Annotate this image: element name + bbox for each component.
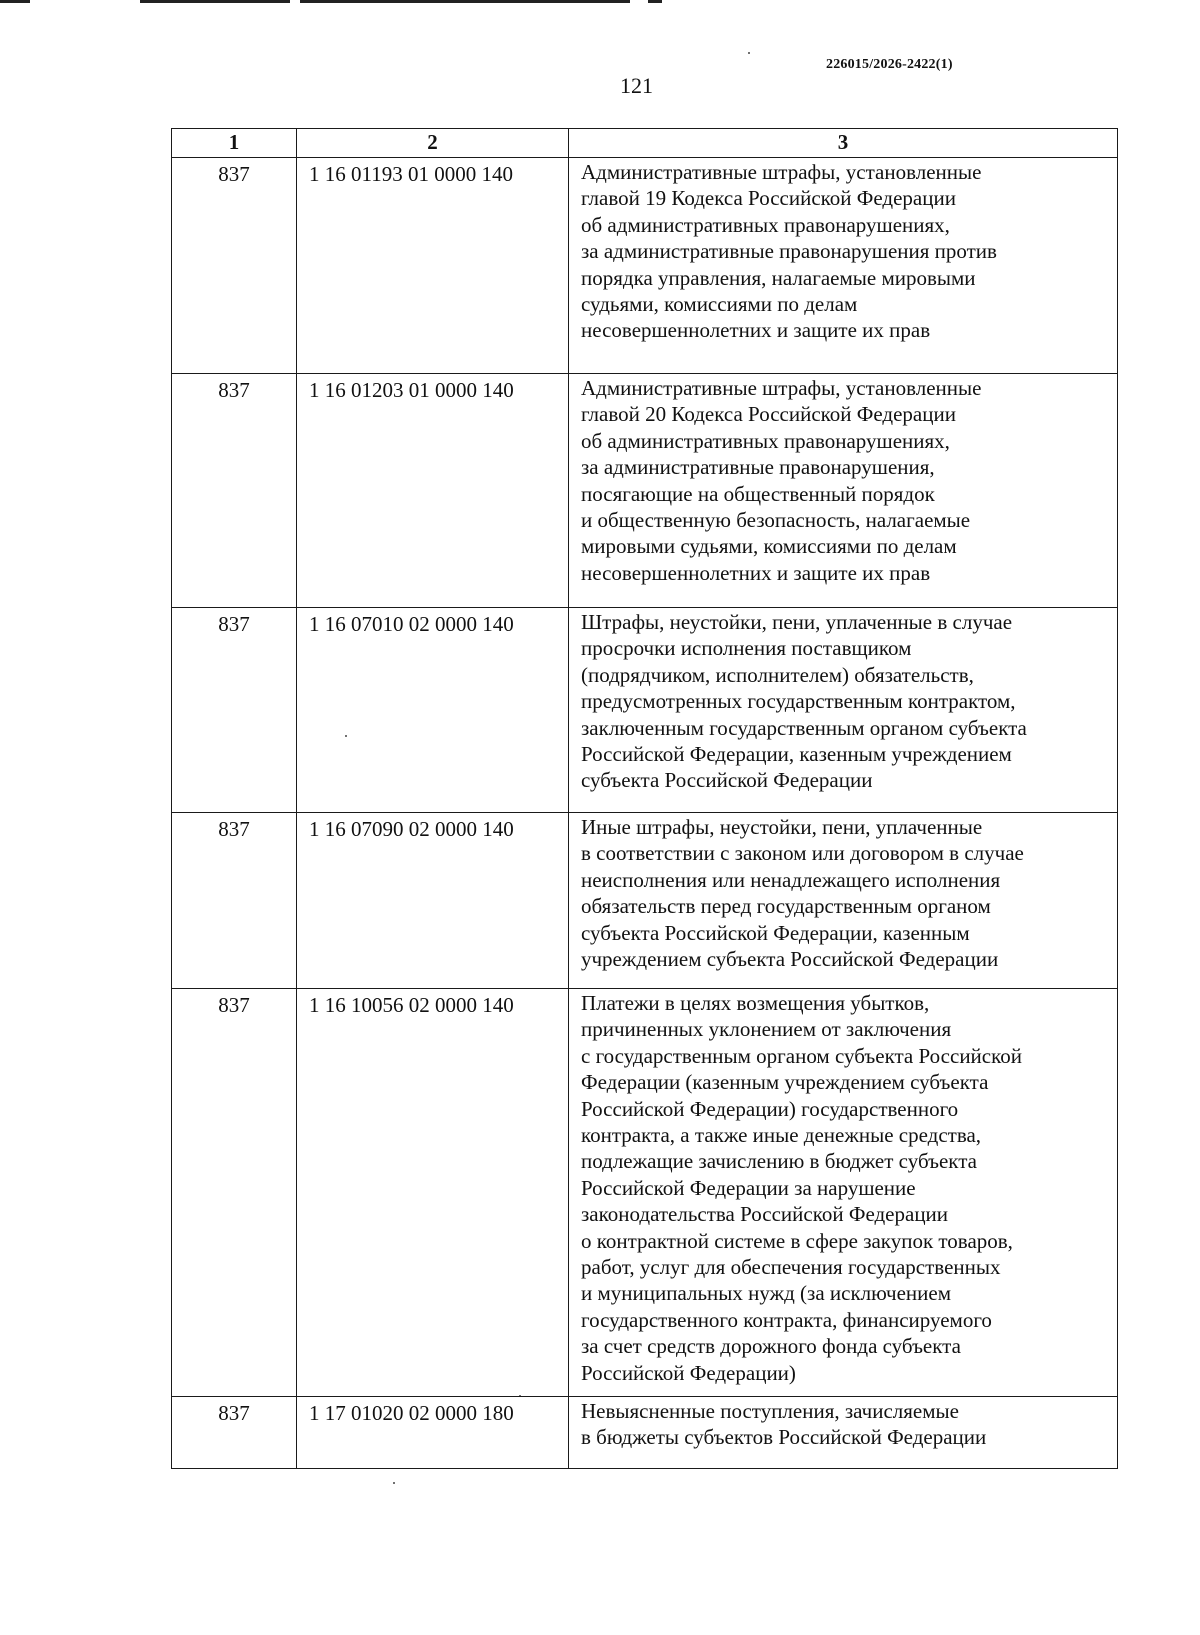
table-row <box>172 989 1118 1397</box>
description-cell: Административные штрафы, установленные главой 19 Кодекса Российской Федерации об административных правонарушениях, за административные правонарушения против порядка управления, налагаемые мировыми судьями, комиссиями по делам несовершеннолетних и защите их прав <box>569 158 1118 374</box>
scan-edge-marks <box>0 0 1200 8</box>
column-header-1: 1 <box>172 129 297 158</box>
document-number: 226015/2026-2422(1) <box>826 57 953 72</box>
kbk-code-cell: 1 16 07090 02 0000 140 <box>297 813 569 989</box>
admin-code-cell: 837 <box>172 608 297 813</box>
table-row <box>172 374 1118 608</box>
table-row <box>172 813 1118 989</box>
admin-code-cell: 837 <box>172 989 297 1397</box>
table-row <box>172 158 1118 374</box>
admin-code-cell: 837 <box>172 374 297 608</box>
admin-code-cell: 837 <box>172 813 297 989</box>
kbk-code-cell: 1 16 10056 02 0000 140 <box>297 989 569 1397</box>
description-cell: Административные штрафы, установленные главой 20 Кодекса Российской Федерации об административных правонарушениях, за административные правонарушения, посягающие на общественный порядок и общественную безопасность, налагаемые мировыми судьями, комиссиями по делам несовершеннолетних и защите их прав <box>569 374 1118 608</box>
kbk-code-cell: 1 16 01203 01 0000 140 <box>297 374 569 608</box>
kbk-code-cell: 1 16 01193 01 0000 140 <box>297 158 569 374</box>
table-row <box>172 1397 1118 1469</box>
description-cell: Иные штрафы, неустойки, пени, уплаченные в соответствии с законом или договором в случае неисполнения или ненадлежащего исполнения обязательств перед государственным органом субъекта Российской Федерации, казенным учреждением субъекта Российской Федерации <box>569 813 1118 989</box>
admin-code-cell: 837 <box>172 158 297 374</box>
budget-revenue-table <box>171 128 1118 1469</box>
kbk-code-cell: 1 16 07010 02 0000 140 <box>297 608 569 813</box>
description-cell: Невыясненные поступления, зачисляемые в бюджеты субъектов Российской Федерации <box>569 1397 1118 1469</box>
description-cell: Штрафы, неустойки, пени, уплаченные в случае просрочки исполнения поставщиком (подрядчиком, исполнителем) обязательств, предусмотренных государственным контрактом, заключенным государственным органом субъекта Российской Федерации, казенным учреждением субъекта Российской Федерации <box>569 608 1118 813</box>
table-row <box>172 608 1118 813</box>
scan-speck <box>748 52 750 54</box>
kbk-code-cell: 1 17 01020 02 0000 180 <box>297 1397 569 1469</box>
admin-code-cell: 837 <box>172 1397 297 1469</box>
column-header-2: 2 <box>297 129 569 158</box>
description-cell: Платежи в целях возмещения убытков, причиненных уклонением от заключения с государственным органом субъекта Российской Федерации (казенным учреждением субъекта Российской Федерации) государственного контракта, а также иные денежные средства, подлежащие зачислению в бюджет субъекта Российской Федерации за нарушение законодательства Российской Федерации о контрактной системе в сфере закупок товаров, работ, услуг для обеспечения государственных и муниципальных нужд (за исключением государственного контракта, финансируемого за счет средств дорожного фонда субъекта Российской Федерации) <box>569 989 1118 1397</box>
table-header-row <box>172 129 1118 158</box>
column-header-3: 3 <box>569 129 1118 158</box>
scan-speck <box>393 1482 395 1484</box>
page-number: 121 <box>620 73 653 98</box>
